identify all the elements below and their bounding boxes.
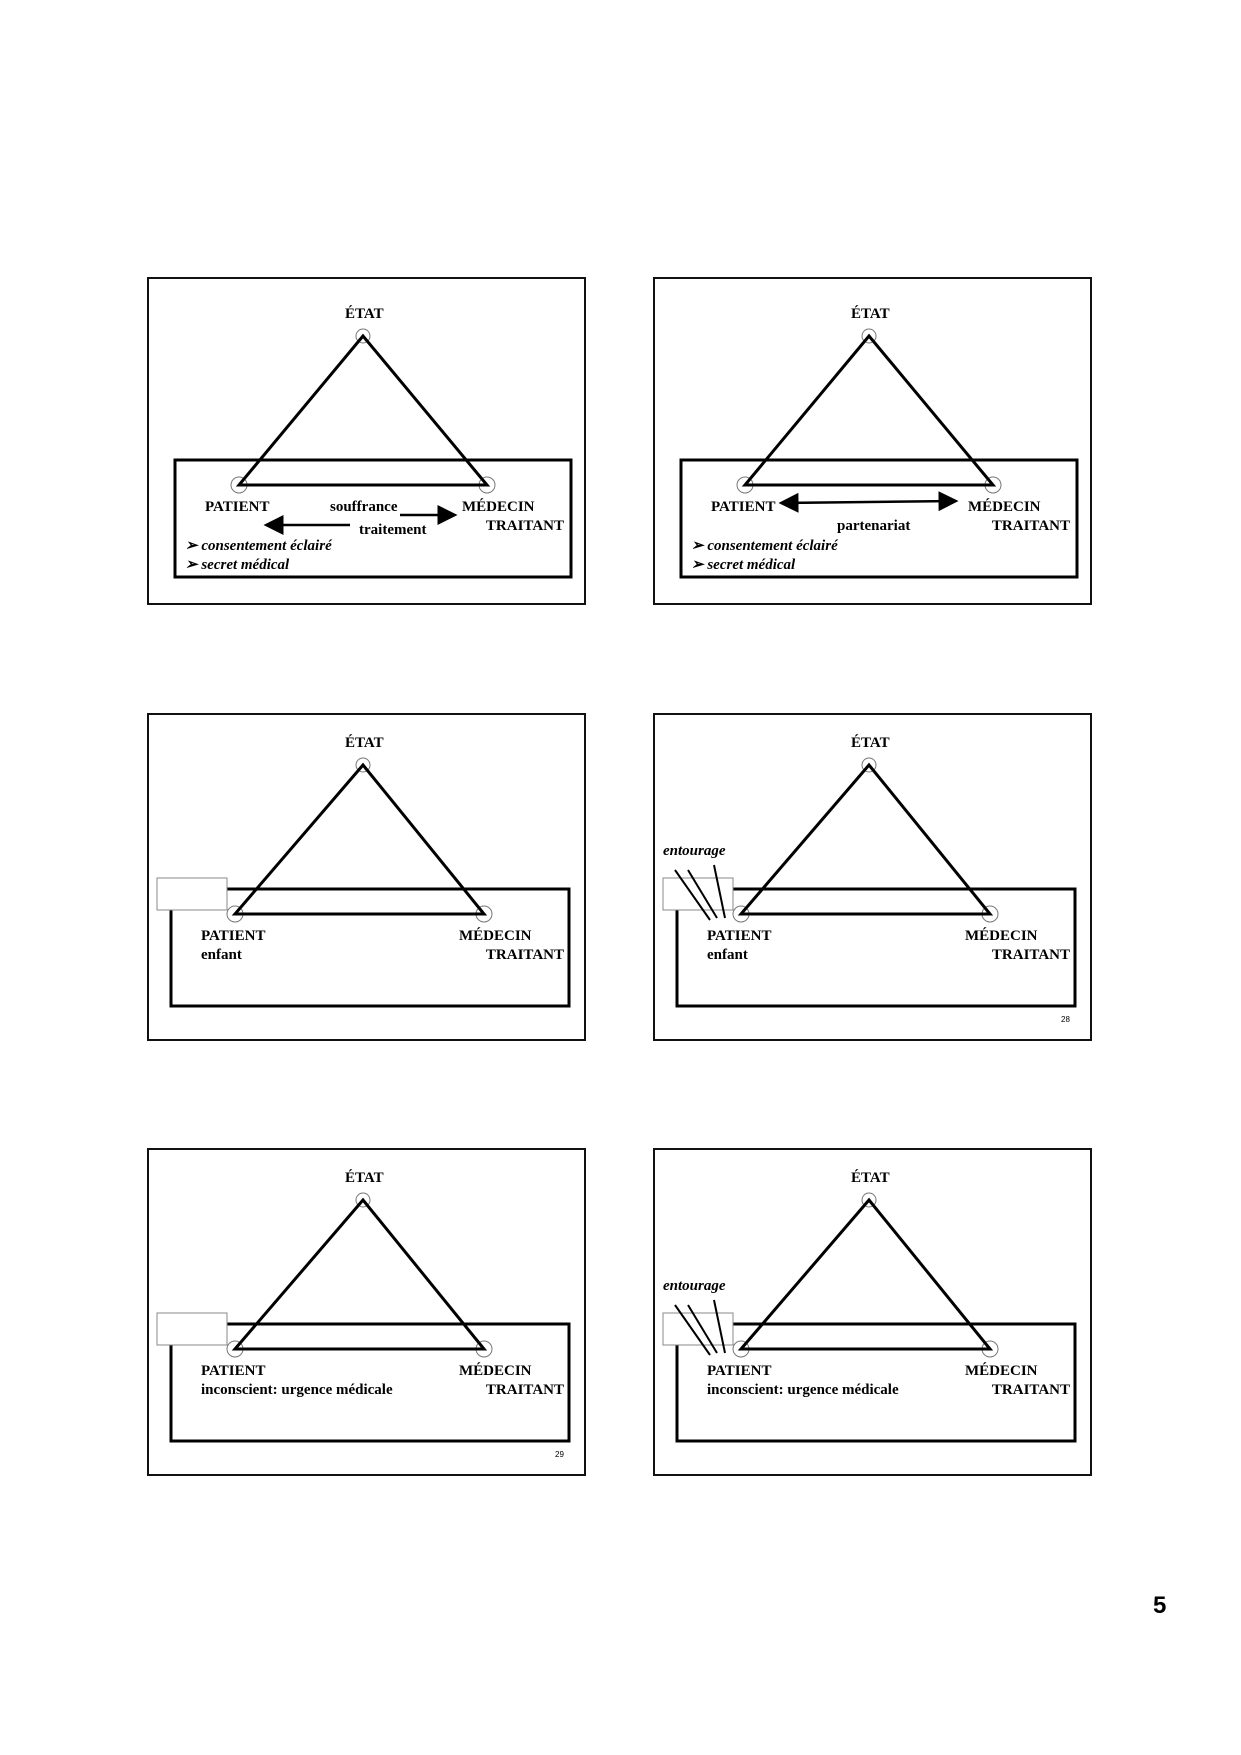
entourage-box xyxy=(157,878,227,910)
slide-3 xyxy=(147,713,586,1041)
label-patient-sub: enfant xyxy=(707,947,748,963)
label-patient-sub: inconscient: urgence médicale xyxy=(707,1382,899,1398)
triangle-diagram xyxy=(653,277,1092,605)
label-medecin: MÉDECIN xyxy=(459,928,532,944)
label-etat: ÉTAT xyxy=(345,735,384,751)
triangle-diagram xyxy=(653,713,1092,1041)
arrow-partenariat xyxy=(781,501,956,503)
label-medecin: MÉDECIN xyxy=(965,928,1038,944)
label-patient: PATIENT xyxy=(707,1363,772,1379)
bullet-item: ➢ consentement éclairé xyxy=(691,538,838,554)
bullet-text: consentement éclairé xyxy=(201,538,332,554)
label-entourage: entourage xyxy=(663,843,726,859)
label-patient: PATIENT xyxy=(201,928,266,944)
slide-number: 28 xyxy=(1061,1015,1070,1024)
triangle-diagram xyxy=(147,713,586,1041)
label-etat: ÉTAT xyxy=(345,306,384,322)
label-traitant: TRAITANT xyxy=(485,518,564,534)
label-etat: ÉTAT xyxy=(851,1170,890,1186)
label-patient: PATIENT xyxy=(201,1363,266,1379)
entourage-box xyxy=(157,1313,227,1345)
label-etat: ÉTAT xyxy=(851,735,890,751)
label-partenariat: partenariat xyxy=(837,518,911,534)
slide-1 xyxy=(147,277,586,605)
slide-6 xyxy=(653,1148,1092,1476)
label-medecin: MÉDECIN xyxy=(965,1363,1038,1379)
label-patient-sub: enfant xyxy=(201,947,242,963)
label-traitant: TRAITANT xyxy=(991,947,1070,963)
label-entourage: entourage xyxy=(663,1278,726,1294)
slide-number: 29 xyxy=(555,1450,564,1459)
label-souffrance: souffrance xyxy=(330,499,398,515)
slide-4 xyxy=(653,713,1092,1041)
label-etat: ÉTAT xyxy=(851,306,890,322)
label-medecin: MÉDECIN xyxy=(968,499,1041,515)
slide-5 xyxy=(147,1148,586,1476)
bullet-text: secret médical xyxy=(201,557,290,573)
label-patient: PATIENT xyxy=(711,499,776,515)
label-traitement: traitement xyxy=(359,522,427,538)
triangle-diagram xyxy=(653,1148,1092,1476)
bullet-item: ➢ consentement éclairé xyxy=(185,538,332,554)
label-medecin: MÉDECIN xyxy=(462,499,535,515)
triangle-diagram xyxy=(147,277,586,605)
triangle-diagram xyxy=(147,1148,586,1476)
label-traitant: TRAITANT xyxy=(991,518,1070,534)
label-traitant: TRAITANT xyxy=(991,1382,1070,1398)
bullet-text: consentement éclairé xyxy=(707,538,838,554)
label-etat: ÉTAT xyxy=(345,1170,384,1186)
page-number: 5 xyxy=(1153,1592,1167,1619)
label-patient-sub: inconscient: urgence médicale xyxy=(201,1382,393,1398)
label-traitant: TRAITANT xyxy=(485,947,564,963)
label-patient: PATIENT xyxy=(205,499,270,515)
slide-2 xyxy=(653,277,1092,605)
label-patient: PATIENT xyxy=(707,928,772,944)
bullet-item: ➢ secret médical xyxy=(691,557,796,573)
bullet-text: secret médical xyxy=(707,557,796,573)
label-medecin: MÉDECIN xyxy=(459,1363,532,1379)
bullet-item: ➢ secret médical xyxy=(185,557,290,573)
label-traitant: TRAITANT xyxy=(485,1382,564,1398)
